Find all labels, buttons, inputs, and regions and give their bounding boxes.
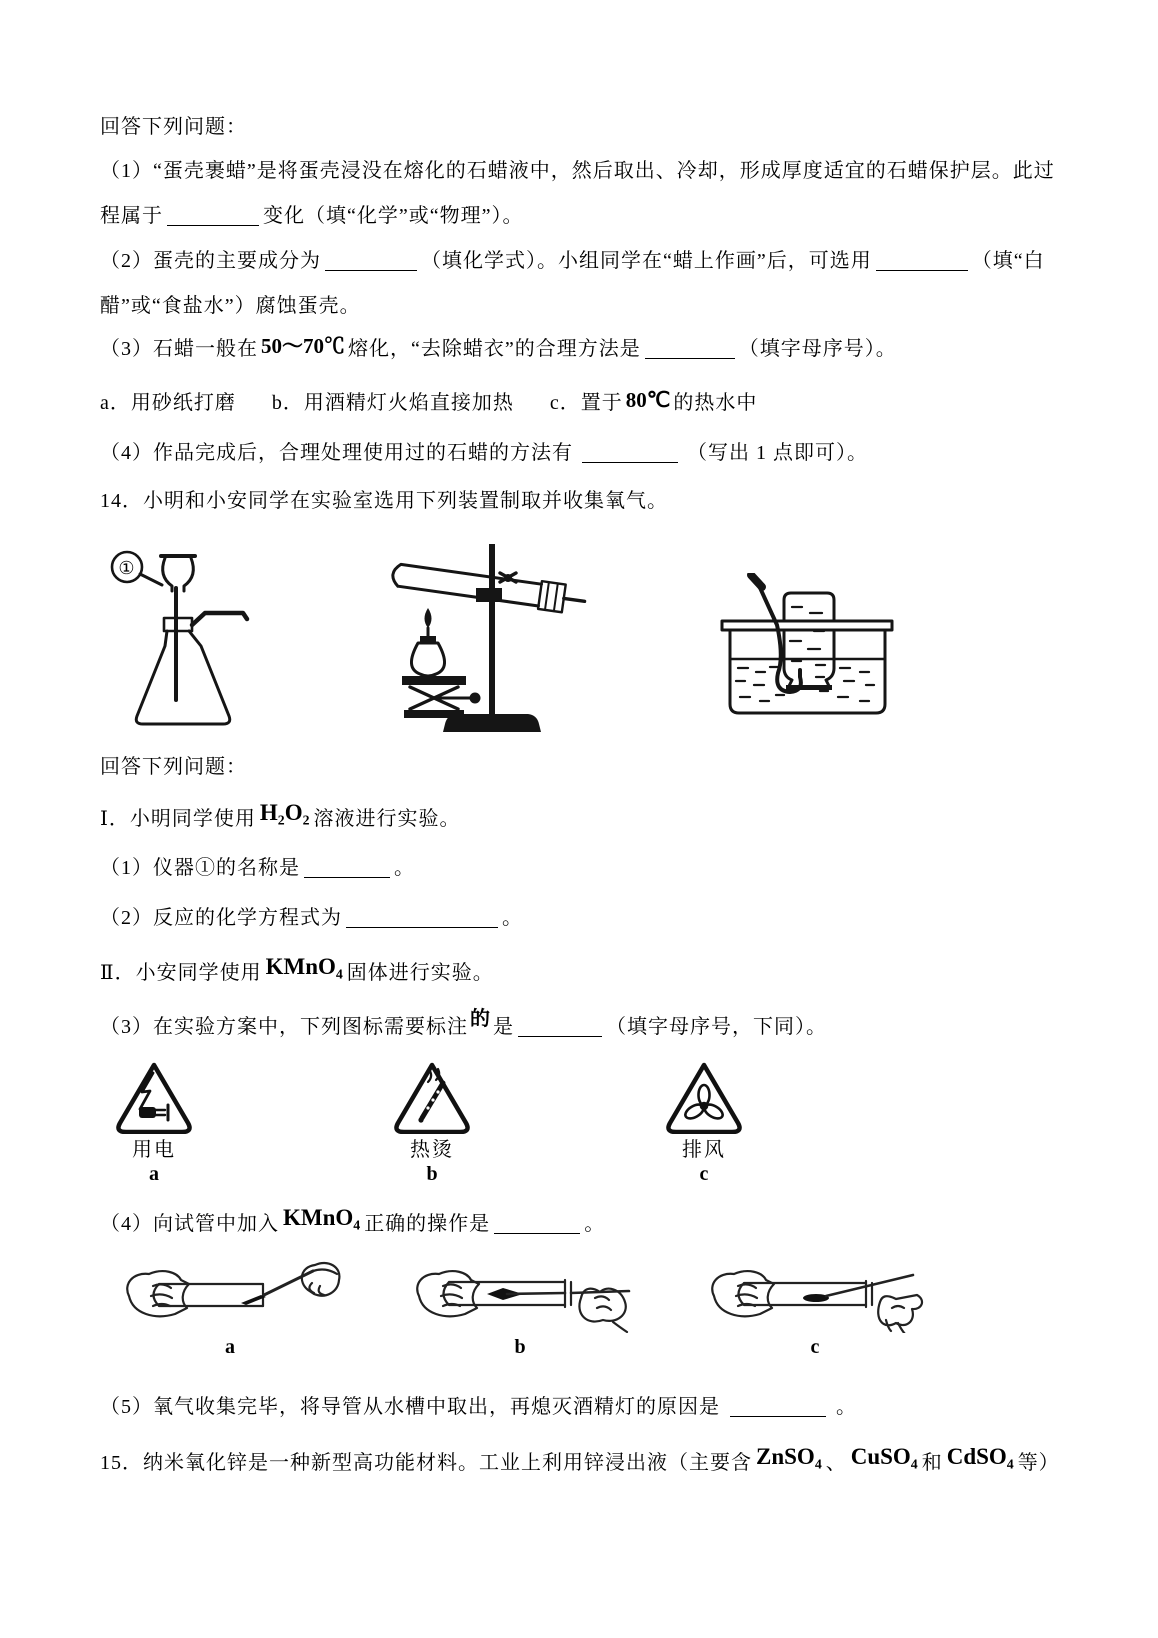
q14-part1-post: 溶液进行实验。 bbox=[313, 808, 461, 830]
warning-label-electricity: 用电 bbox=[132, 1139, 176, 1161]
q14-item3-raised-char: 的 bbox=[470, 1008, 491, 1030]
flask-funnel-apparatus bbox=[106, 528, 271, 733]
ventilation-warning-icon bbox=[663, 1060, 745, 1134]
q14-item1-post: 。 bbox=[394, 857, 415, 879]
apparatus-item-1-label: ① bbox=[118, 558, 136, 578]
q13-item2-mid: （填化学式）。小组同学在“蜡上作画”后，可选用 bbox=[421, 250, 872, 272]
answer-blank bbox=[304, 856, 390, 878]
answer-blank bbox=[167, 204, 259, 226]
q13-item1-line2 bbox=[100, 201, 524, 231]
q13-item2-pre: （2）蛋壳的主要成分为 bbox=[100, 250, 321, 272]
q14-item3 bbox=[100, 1008, 827, 1042]
warning-label-scald: 热烫 bbox=[410, 1139, 454, 1161]
option-a: a．用砂纸打磨 bbox=[100, 392, 236, 414]
cuso4-formula: CuSO₄ bbox=[850, 1444, 918, 1469]
h2o2-formula: H₂O₂ bbox=[259, 800, 310, 825]
q14-stem bbox=[100, 486, 668, 516]
q13-item4 bbox=[100, 438, 868, 468]
q14-item4-post: 。 bbox=[584, 1213, 606, 1235]
answer-blank bbox=[876, 249, 968, 271]
answer-blank bbox=[518, 1015, 602, 1037]
znso4-formula: ZnSO₄ bbox=[756, 1444, 822, 1469]
q14-item4-pre: （4）向试管中加入 bbox=[100, 1213, 279, 1235]
q14-item4-mid: 正确的操作是 bbox=[364, 1213, 491, 1235]
operation-option-b bbox=[405, 1258, 635, 1359]
scald-warning-icon bbox=[391, 1060, 473, 1134]
kmno4-formula: KMnO₄ bbox=[283, 1205, 361, 1230]
q14-item5-pre: （5）氧气收集完毕，将导管从水槽中取出，再熄灭酒精灯的原因是 bbox=[100, 1396, 720, 1418]
water-trough-collection-apparatus bbox=[720, 573, 895, 723]
operation-option-a bbox=[115, 1258, 345, 1359]
q14-prompt-text: 回答下列问题： bbox=[100, 756, 247, 778]
warning-letter-a: a bbox=[149, 1163, 159, 1185]
operation-letter-b: b bbox=[514, 1336, 526, 1358]
q13-options bbox=[100, 387, 757, 418]
q14-item3-pre: （3）在实验方案中，下列图标需要标注 bbox=[100, 1016, 468, 1038]
warning-sign-a bbox=[106, 1060, 202, 1185]
q14-part2-pre: Ⅱ．小安同学使用 bbox=[100, 962, 262, 984]
q14-part2 bbox=[100, 954, 494, 988]
answer-blank bbox=[645, 337, 735, 359]
warning-letter-c: c bbox=[699, 1163, 709, 1185]
q14-item1-pre: （1）仪器①的名称是 bbox=[100, 857, 300, 879]
operation-option-c bbox=[700, 1258, 930, 1359]
answer-blank bbox=[346, 906, 498, 928]
add-solid-operation-a-image bbox=[115, 1258, 345, 1333]
q13-item1-line2-pre: 程属于 bbox=[100, 205, 163, 227]
q15-separator-2: 和 bbox=[921, 1452, 943, 1474]
q13-item4-post: （写出 1 点即可）。 bbox=[687, 442, 868, 464]
answer-blank bbox=[494, 1212, 580, 1234]
q14-item5 bbox=[100, 1392, 857, 1422]
q13-item2-post: （填“白 bbox=[971, 250, 1045, 272]
q15-stem-post: 等） bbox=[1017, 1452, 1060, 1474]
operation-letter-a: a bbox=[225, 1336, 235, 1358]
q13-item1-text: （1）“蛋壳裹蜡”是将蛋壳浸没在熔化的石蜡液中，然后取出、冷却，形成厚度适宜的石蜡保护层。此过 bbox=[100, 160, 1055, 182]
q13-item3 bbox=[100, 333, 897, 364]
add-solid-operation-c-image bbox=[700, 1258, 930, 1333]
q14-item1 bbox=[100, 853, 415, 883]
warning-sign-c bbox=[656, 1060, 752, 1185]
option-c-pre: c．置于 bbox=[549, 392, 623, 414]
q13-item2-line1 bbox=[100, 246, 1045, 276]
warning-label-ventilation: 排风 bbox=[682, 1139, 726, 1161]
q14-part1-pre: Ⅰ．小明同学使用 bbox=[100, 808, 256, 830]
q13-item1-line2-post: 变化（填“化学”或“物理”）。 bbox=[263, 205, 524, 227]
q14-item4 bbox=[100, 1205, 606, 1239]
warning-letter-b: b bbox=[426, 1163, 438, 1185]
melting-range-value: 50～70℃ bbox=[261, 334, 345, 358]
operation-letter-c: c bbox=[810, 1336, 820, 1358]
q13-item3-post: （填字母序号）。 bbox=[738, 338, 897, 360]
cdso4-formula: CdSO₄ bbox=[946, 1444, 1014, 1469]
q14-item2-pre: （2）反应的化学方程式为 bbox=[100, 907, 342, 929]
add-solid-operation-b-image bbox=[405, 1258, 635, 1333]
q13-prompt bbox=[100, 112, 247, 142]
q15-stem bbox=[100, 1444, 1060, 1478]
hot-water-temp-value: 80℃ bbox=[625, 388, 671, 412]
answer-blank bbox=[730, 1395, 826, 1417]
warning-sign-b bbox=[384, 1060, 480, 1185]
option-b: b．用酒精灯火焰直接加热 bbox=[271, 392, 514, 414]
q14-prompt bbox=[100, 752, 247, 782]
option-c-post: 的热水中 bbox=[673, 392, 758, 414]
q14-item3-mid: 是 bbox=[493, 1016, 514, 1038]
q13-item3-mid: 熔化，“去除蜡衣”的合理方法是 bbox=[348, 338, 641, 360]
answer-blank bbox=[325, 249, 417, 271]
q13-prompt-text: 回答下列问题： bbox=[100, 116, 247, 138]
q13-item4-pre: （4）作品完成后，合理处理使用过的石蜡的方法有 bbox=[100, 442, 573, 464]
q14-item2 bbox=[100, 903, 523, 933]
q14-stem-text: 14．小明和小安同学在实验室选用下列装置制取并收集氧气。 bbox=[100, 490, 668, 512]
q14-item2-post: 。 bbox=[502, 907, 523, 929]
kmno4-formula: KMnO₄ bbox=[265, 954, 343, 979]
q14-item5-post: 。 bbox=[836, 1396, 857, 1418]
q14-part2-post: 固体进行实验。 bbox=[346, 962, 494, 984]
q13-item2-line2-text: 醋”或“食盐水”）腐蚀蛋壳。 bbox=[100, 295, 361, 317]
q14-item3-post: （填字母序号，下同）。 bbox=[606, 1016, 827, 1038]
q14-part1 bbox=[100, 800, 461, 834]
q13-item3-pre: （3）石蜡一般在 bbox=[100, 338, 258, 360]
test-tube-heating-apparatus bbox=[368, 542, 673, 737]
answer-blank bbox=[582, 441, 678, 463]
q15-stem-pre: 15．纳米氧化锌是一种新型高功能材料。工业上利用锌浸出液（主要含 bbox=[100, 1452, 752, 1474]
electricity-warning-icon bbox=[113, 1060, 195, 1134]
q13-item2-line2 bbox=[100, 291, 361, 321]
q15-separator-1: 、 bbox=[825, 1452, 847, 1474]
q13-item1-line1 bbox=[100, 156, 1055, 186]
